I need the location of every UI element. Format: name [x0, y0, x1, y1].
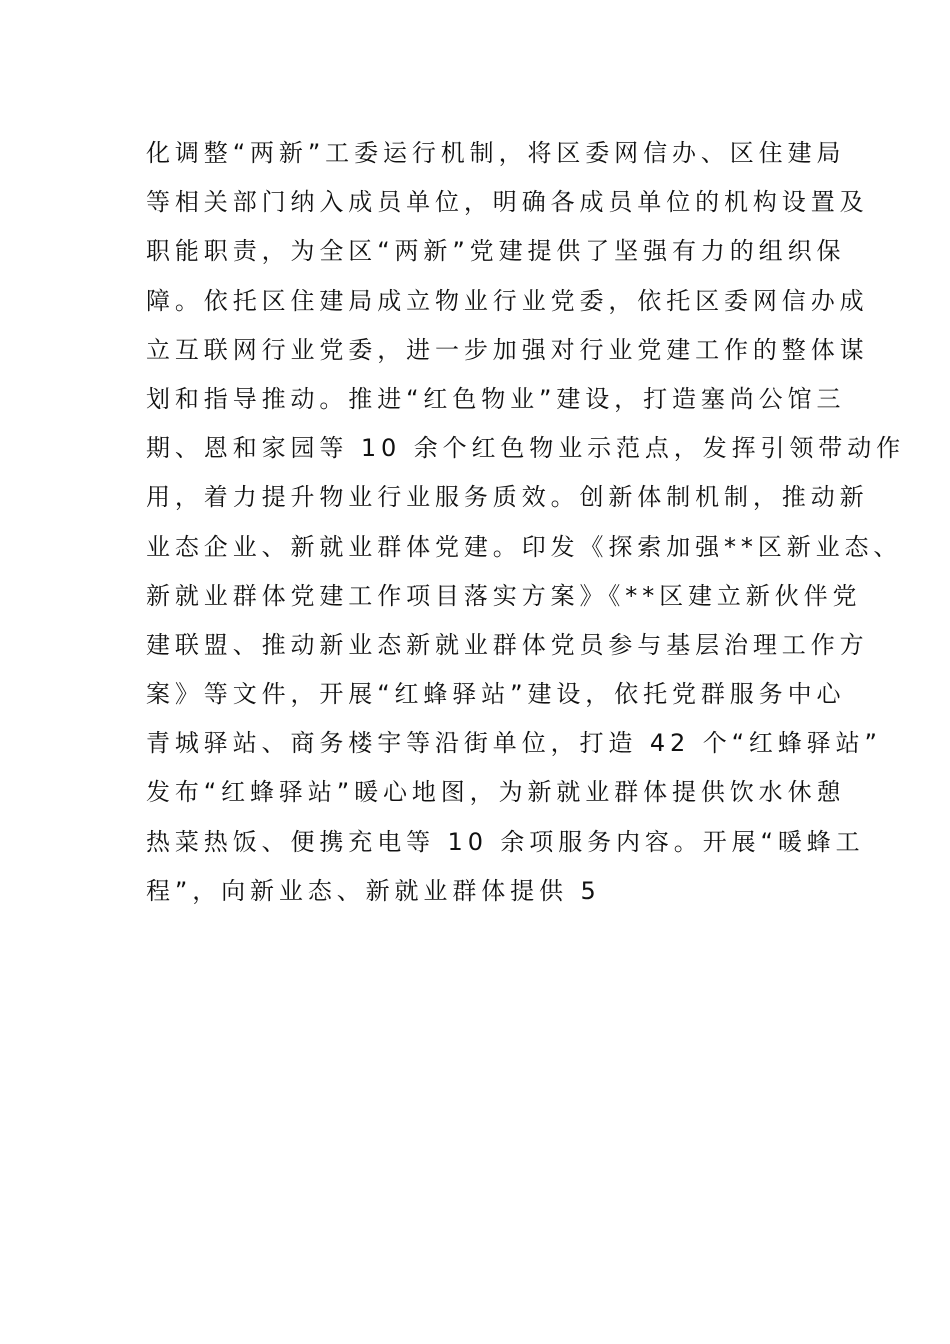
text-line-1: 化调整“两新”工委运行机制，将区委网信办、区住建局 — [146, 139, 846, 167]
text-line-10: 新就业群体党建工作项目落实方案》《**区建立新伙伴党 — [146, 581, 862, 610]
text-line-11: 建联盟、推动新业态新就业群体党员参与基层治理工作方 — [146, 630, 869, 659]
text-line-6: 划和指导推动。推进“红色物业”建设，打造塞尚公馆三 — [146, 384, 846, 413]
text-line-3: 职能职责，为全区“两新”党建提供了坚强有力的组织保 — [146, 237, 846, 266]
text-line-13: 青城驿站、商务楼宇等沿街单位，打造 42 个“红蜂驿站” — [146, 729, 882, 758]
text-line-2: 等相关部门纳入成员单位，明确各成员单位的机构设置及 — [146, 188, 869, 217]
text-line-4: 障。依托区住建局成立物业行业党委，依托区委网信办成 — [146, 286, 869, 315]
text-line-16: 程”，向新业态、新就业群体提供 5 — [146, 876, 601, 905]
text-line-5: 立互联网行业党委，进一步加强对行业党建工作的整体谋 — [146, 335, 869, 364]
text-line-7: 期、恩和家园等 10 余个红色物业示范点，发挥引领带动作 — [146, 434, 905, 463]
body-text — [146, 133, 905, 920]
text-line-15: 热菜热饭、便携充电等 10 余项服务内容。开展“暖蜂工 — [146, 827, 865, 856]
text-line-12: 案》等文件，开展“红蜂驿站”建设，依托党群服务中心 — [146, 680, 846, 709]
text-line-8: 用，着力提升物业行业服务质效。创新体制机制，推动新 — [146, 483, 869, 512]
text-line-9: 业态企业、新就业群体党建。印发《探索加强**区新业态、 — [146, 532, 903, 561]
text-line-14: 发布“红蜂驿站”暖心地图，为新就业群体提供饮水休憩 — [146, 778, 846, 807]
